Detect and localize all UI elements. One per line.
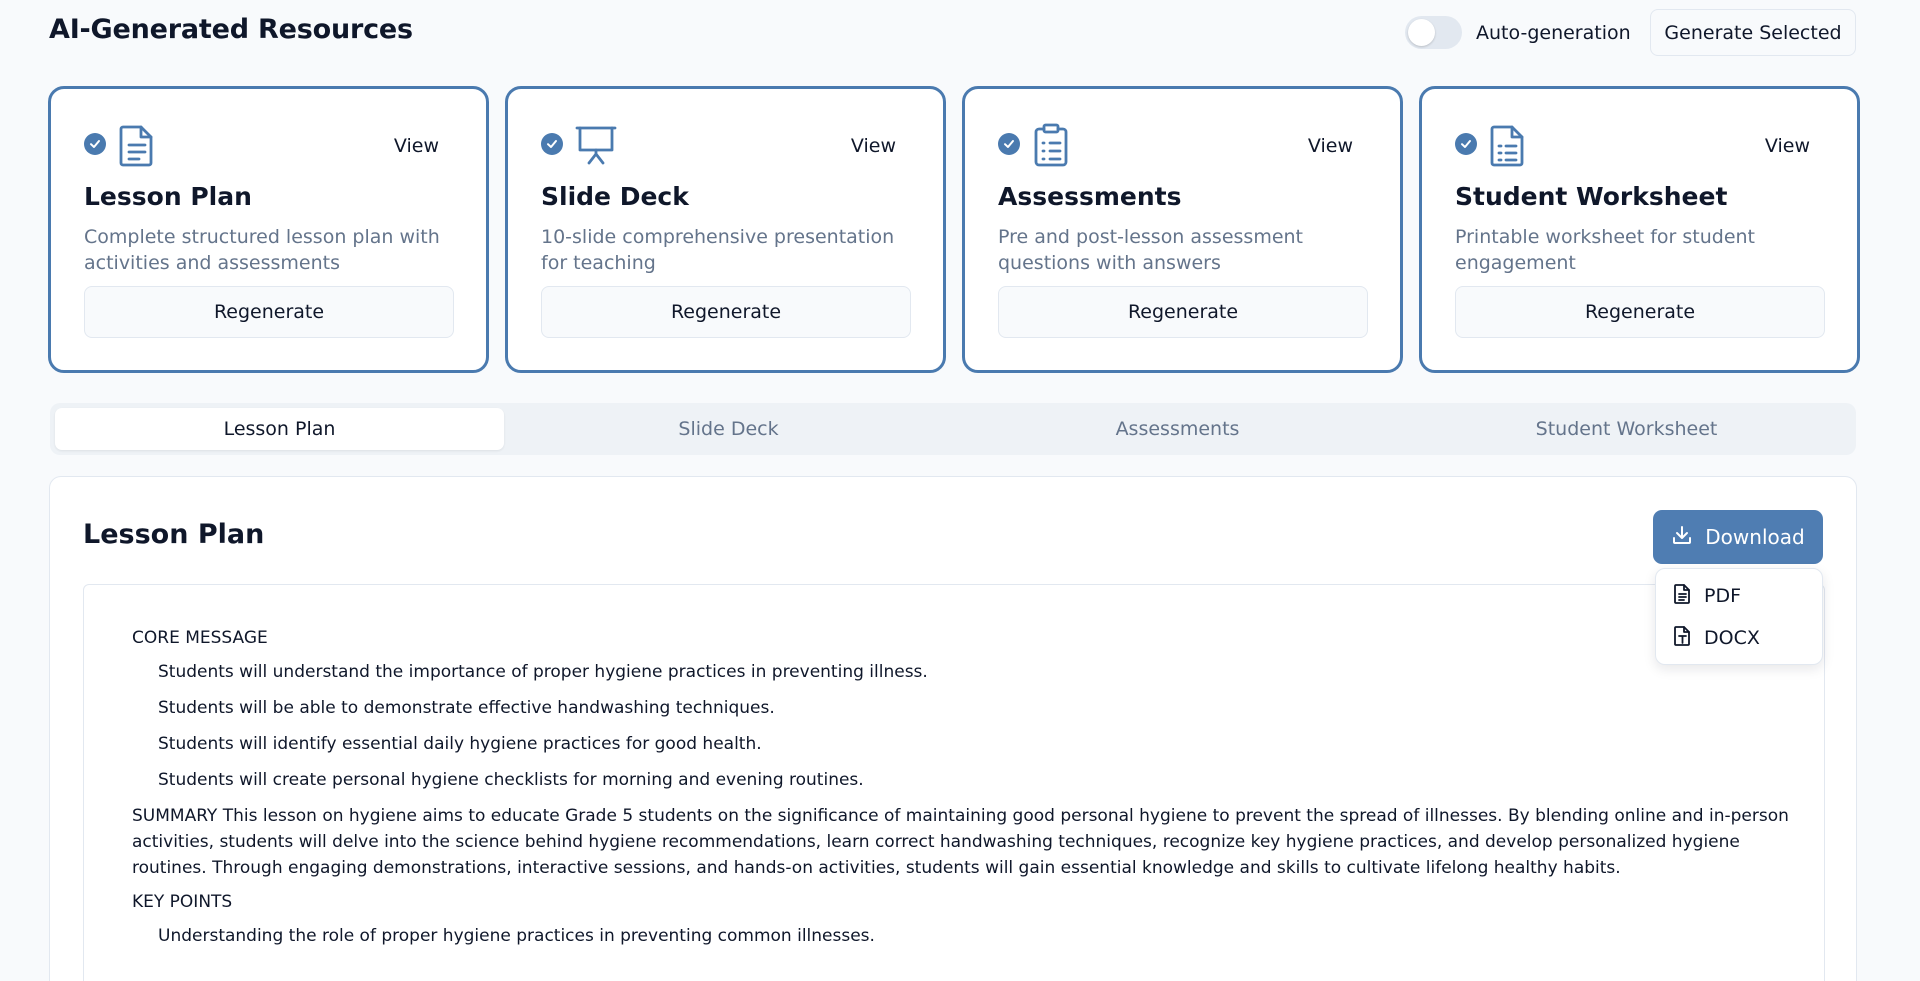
core-message-heading: CORE MESSAGE <box>132 628 268 648</box>
resource-tabs <box>50 403 1856 455</box>
clipboard-list-icon <box>1031 123 1071 167</box>
document-content <box>132 625 1792 959</box>
tab-lesson-plan[interactable]: Lesson Plan <box>55 408 504 450</box>
regenerate-button[interactable]: Regenerate <box>84 286 454 338</box>
toggle-knob <box>1408 19 1435 46</box>
view-button[interactable]: View <box>1764 135 1810 157</box>
file-icon <box>1672 583 1692 610</box>
list-item: Students will identify essential daily hygiene practices for good health. <box>158 734 762 754</box>
card-slide-deck[interactable] <box>505 86 946 373</box>
list-item: Students will understand the importance of proper hygiene practices in preventing illness. <box>158 662 928 682</box>
download-button[interactable] <box>1653 510 1823 564</box>
menu-item-pdf[interactable] <box>1672 579 1741 613</box>
check-icon[interactable] <box>998 133 1020 155</box>
file-type-icon <box>1672 625 1692 652</box>
view-button[interactable]: View <box>393 135 439 157</box>
file-list-icon <box>1488 123 1528 167</box>
tab-slide-deck[interactable]: Slide Deck <box>678 418 779 440</box>
view-button[interactable]: View <box>1307 135 1353 157</box>
card-title: Lesson Plan <box>84 182 252 211</box>
tab-student-worksheet[interactable]: Student Worksheet <box>1535 418 1718 440</box>
view-button[interactable]: View <box>850 135 896 157</box>
auto-generation-label: Auto-generation <box>1476 21 1631 44</box>
lesson-plan-panel <box>49 476 1857 981</box>
check-icon[interactable] <box>1455 133 1477 155</box>
menu-item-label: DOCX <box>1704 627 1760 649</box>
list-item: Students will create personal hygiene checklists for morning and evening routines. <box>158 770 864 790</box>
generate-selected-button[interactable]: Generate Selected <box>1650 9 1856 56</box>
menu-item-docx[interactable] <box>1672 621 1760 655</box>
regenerate-button[interactable]: Regenerate <box>1455 286 1825 338</box>
card-title: Assessments <box>998 182 1182 211</box>
card-description: Pre and post-lesson assessment questions with answers <box>998 226 1304 274</box>
download-menu <box>1655 568 1823 665</box>
regenerate-button[interactable]: Regenerate <box>541 286 911 338</box>
auto-generation-toggle-group <box>1405 16 1631 49</box>
key-points-heading: KEY POINTS <box>132 892 233 912</box>
card-title: Student Worksheet <box>1455 182 1728 211</box>
auto-generation-toggle[interactable] <box>1405 16 1462 49</box>
document-viewer <box>83 584 1825 981</box>
card-description: 10-slide comprehensive presentation for teaching <box>541 226 895 274</box>
card-description: Printable worksheet for student engagement <box>1455 226 1756 274</box>
tab-assessments[interactable]: Assessments <box>1115 418 1240 440</box>
menu-item-label: PDF <box>1704 585 1742 607</box>
check-icon[interactable] <box>84 133 106 155</box>
download-icon <box>1671 524 1693 551</box>
card-title: Slide Deck <box>541 182 689 211</box>
download-label: Download <box>1705 525 1805 549</box>
list-item: Understanding the role of proper hygiene practices in preventing common illnesses. <box>158 926 875 946</box>
list-item: Students will be able to demonstrate effective handwashing techniques. <box>158 698 775 718</box>
card-assessments[interactable] <box>962 86 1403 373</box>
summary-paragraph: SUMMARY This lesson on hygiene aims to educate Grade 5 students on the significance of maintaining good personal hygiene to prevent the spread of illnesses. By blending online and in-person activities, students will delve into the science behind hygiene recommendations, learn correct handwashing techniques, recognize key hygiene practices, and develop personalized hygiene routines. Through engaging demonstrations, interactive sessions, and hands-on activities, students will gain essential knowledge and skills to cultivate lifelong healthy habits. <box>132 806 1789 878</box>
presentation-icon <box>574 123 618 167</box>
card-description: Complete structured lesson plan with activities and assessments <box>84 226 440 274</box>
card-lesson-plan[interactable] <box>48 86 489 373</box>
page-title: AI-Generated Resources <box>49 14 413 45</box>
regenerate-button[interactable]: Regenerate <box>998 286 1368 338</box>
check-icon[interactable] <box>541 133 563 155</box>
file-text-icon <box>117 123 157 167</box>
card-student-worksheet[interactable] <box>1419 86 1860 373</box>
panel-title: Lesson Plan <box>83 519 265 550</box>
